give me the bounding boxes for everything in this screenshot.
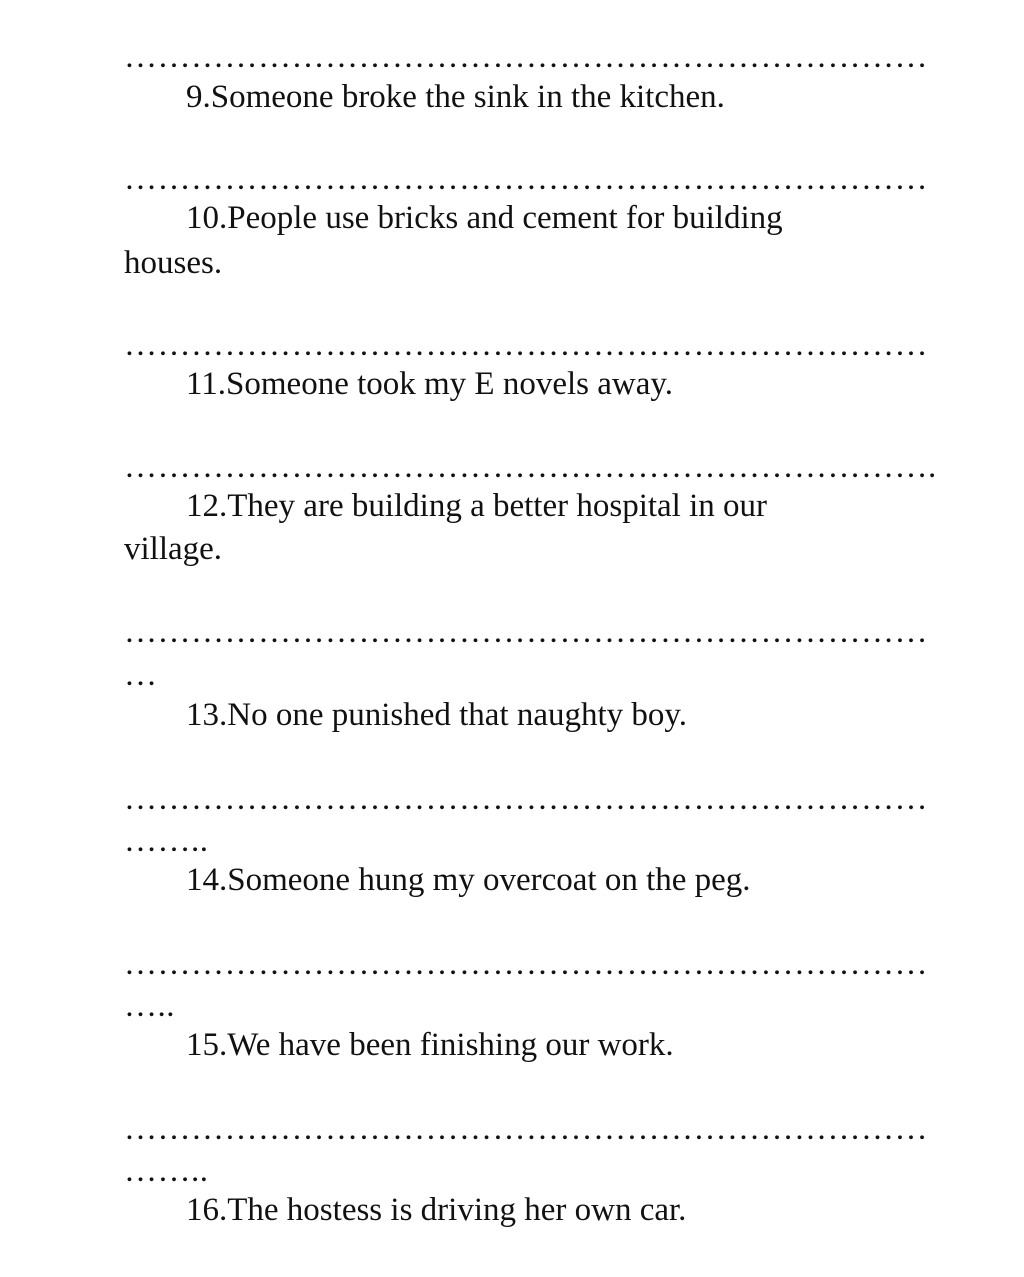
question-13: 13.No one punished that naughty boy. xyxy=(186,697,688,733)
question-9: 9.Someone broke the sink in the kitchen. xyxy=(186,79,725,115)
answer-line-overflow: … xyxy=(124,657,158,693)
question-12: 12.They are building a better hospital in our xyxy=(186,488,768,524)
question-16: 16.The hostess is driving her own car. xyxy=(186,1192,687,1228)
answer-line: ……………………………………………………………… xyxy=(124,946,928,982)
answer-line: ……………………………………………………………… xyxy=(124,161,928,197)
question-15: 15.We have been finishing our work. xyxy=(186,1027,674,1063)
answer-line: ……………………………………………………………… xyxy=(124,1111,928,1147)
question-14: 14.Someone hung my overcoat on the peg. xyxy=(186,862,751,898)
answer-line: ………………………………………………………………. xyxy=(124,449,937,485)
answer-line-overflow: …….. xyxy=(124,823,209,859)
answer-line-overflow: …….. xyxy=(124,1153,209,1189)
answer-line: ……………………………………………………………… xyxy=(124,614,928,650)
answer-line: ……………………………………………………………… xyxy=(124,39,928,75)
answer-line: ……………………………………………………………… xyxy=(124,327,928,363)
question-12-continuation: village. xyxy=(124,531,223,567)
question-10: 10.People use bricks and cement for building xyxy=(186,200,783,236)
question-11: 11.Someone took my E novels away. xyxy=(186,366,673,402)
question-10-continuation: houses. xyxy=(124,245,223,281)
answer-line: ……………………………………………………………… xyxy=(124,781,928,817)
answer-line-overflow: ….. xyxy=(124,988,175,1024)
